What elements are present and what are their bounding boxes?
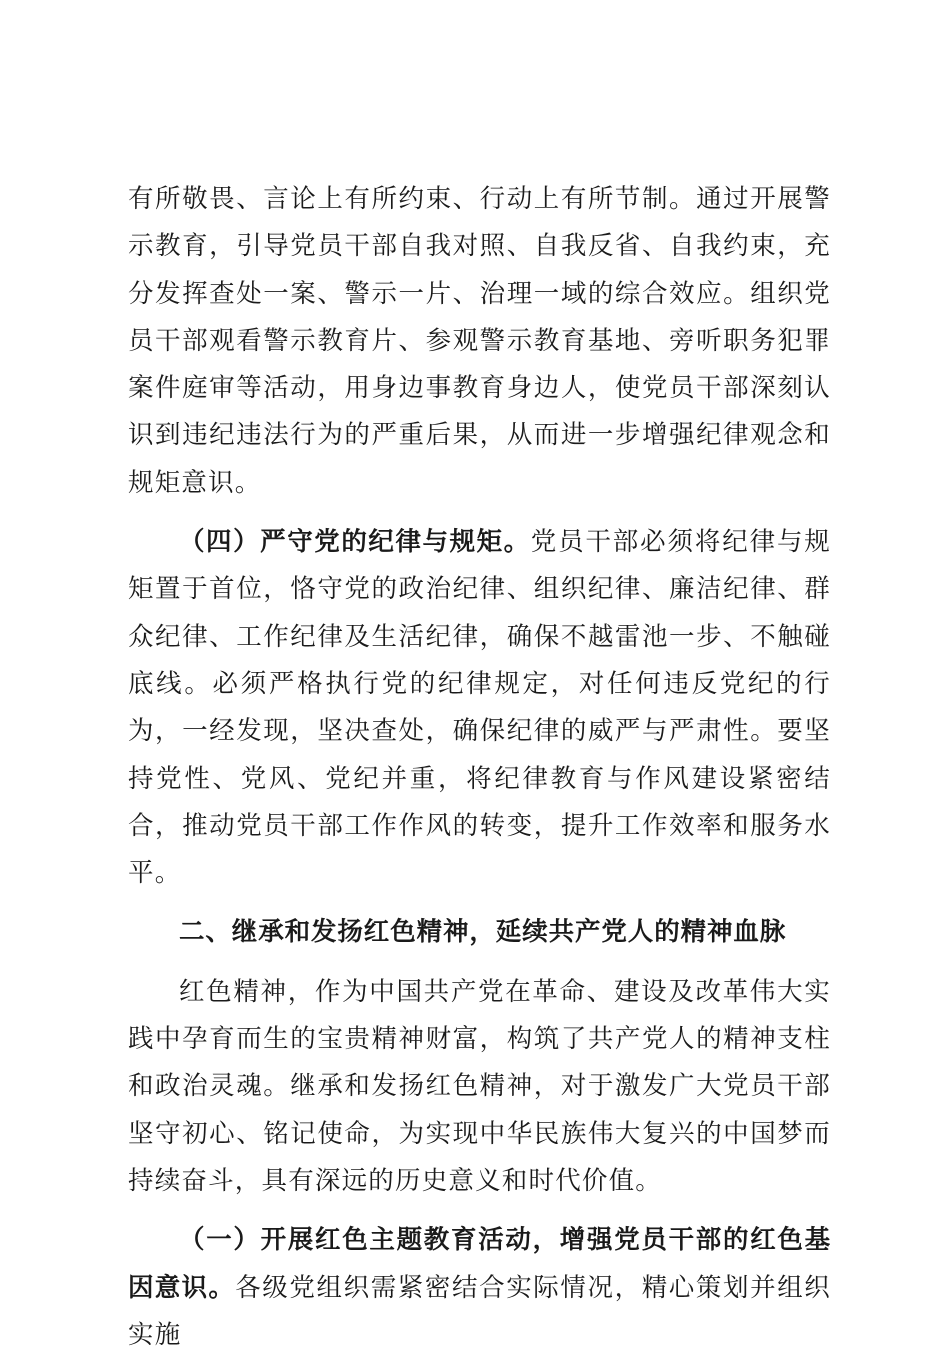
subsection-heading: （一）开展红色主题教育活动，增强党员干部的红色基因意识。 [128, 1225, 831, 1303]
paragraph-text: 有所敬畏、言论上有所约束、行动上有所节制。通过开展警示教育，引导党员干部自我对照、自我反省、自我约束，充分发挥查处一案、警示一片、治理一域的综合效应。组织党员干部观看警示教育片、参观警示教育基地、旁听职务犯罪案件庭审等活动，用身边事教育身边人，使党员干部深刻认识到违纪违法行为的严重后果，从而进一步增强纪律观念和规矩意识。 [128, 184, 831, 498]
paragraph-warning-education [128, 176, 831, 507]
document-body [128, 176, 831, 1371]
paragraph-red-spirit [128, 969, 831, 1205]
paragraph-text: 各级党组织需紧密结合实际情况，精心策划并组织实施 [128, 1272, 831, 1350]
subsection-heading: （四）严守党的纪律与规矩。 [179, 527, 531, 558]
paragraph-text: 红色精神，作为中国共产党在革命、建设及改革伟大实践中孕育而生的宝贵精神财富，构筑了共产党人的精神支柱和政治灵魂。继承和发扬红色精神，对于激发广大党员干部坚守初心、铭记使命，为实现中华民族伟大复兴的中国梦而持续奋斗，具有深远的历史意义和时代价值。 [128, 976, 831, 1196]
paragraph-red-education [128, 1217, 831, 1359]
paragraph-text: 党员干部必须将纪律与规矩置于首位，恪守党的政治纪律、组织纪律、廉洁纪律、群众纪律、工作纪律及生活纪律，确保不越雷池一步、不触碰底线。必须严格执行党的纪律规定，对任何违反党纪的行为，一经发现，坚决查处，确保纪律的威严与严肃性。要坚持党性、党风、党纪并重，将纪律教育与作风建设紧密结合，推动党员干部工作作风的转变，提升工作效率和服务水平。 [128, 527, 831, 889]
section-heading: 二、继承和发扬红色精神，延续共产党人的精神血脉 [179, 917, 787, 948]
paragraph-discipline-rules [128, 519, 831, 897]
